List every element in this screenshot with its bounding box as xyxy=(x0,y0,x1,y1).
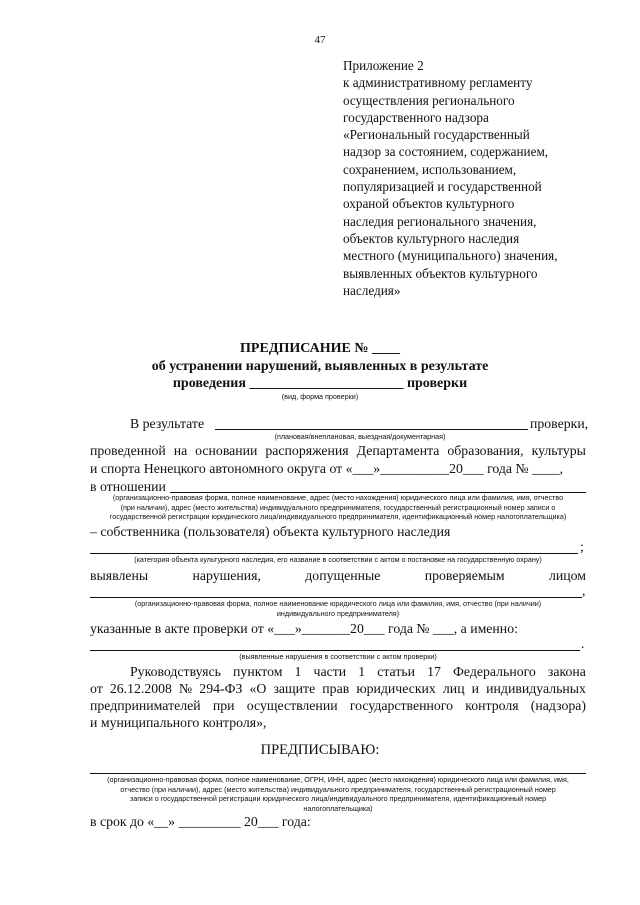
period: . xyxy=(581,636,585,651)
word: 1 xyxy=(358,664,366,679)
appendix-line: к административному регламенту xyxy=(343,75,533,91)
appendix-header xyxy=(343,57,603,299)
word: проверяемым xyxy=(424,568,505,583)
word: (надзора) xyxy=(530,698,586,713)
inspection-label: проверки, xyxy=(530,416,589,431)
word: допущенные xyxy=(305,568,381,583)
word: 294-ФЗ xyxy=(199,681,243,696)
word: прав xyxy=(322,681,350,696)
word: части xyxy=(313,664,347,679)
word: индивидуальных xyxy=(486,681,586,696)
caption-line: государственной регистрации юридического лица/индивидуального предпринимателя, идентификационный номер налогоплательщика) xyxy=(109,512,567,521)
appendix-line: выявленных объектов культурного xyxy=(343,265,538,281)
law-line-3 xyxy=(90,698,586,714)
inspection-type-blank xyxy=(215,416,528,430)
heritage-object-blank xyxy=(90,540,578,554)
caption-violations: (выявленные нарушения в соответствии с актом проверки) xyxy=(239,652,437,661)
appendix-line: Приложение 2 xyxy=(343,58,424,73)
word: на xyxy=(173,443,188,458)
word: № xyxy=(179,681,193,696)
word: защите xyxy=(273,681,316,696)
violations-line xyxy=(90,568,586,584)
word: при xyxy=(212,698,235,713)
word: образования, xyxy=(447,443,524,458)
word: 1 xyxy=(294,664,302,679)
word: статьи xyxy=(377,664,416,679)
prescribe-heading: ПРЕДПИСЫВАЮ: xyxy=(260,742,380,758)
result-label: В результате xyxy=(130,416,205,431)
word: закона xyxy=(547,664,586,679)
word: 17 xyxy=(427,664,441,679)
appendix-line: местного (муниципального) значения, xyxy=(343,248,558,264)
appendix-line: наследия» xyxy=(343,282,401,298)
word: 26.12.2008 xyxy=(109,681,172,696)
order-date-line: и спорта Ненецкого автономного округа от «___»__________20___ года № ____, xyxy=(90,461,564,476)
appendix-line: наследия регионального значения, xyxy=(343,213,537,229)
subject-label: в отношении xyxy=(90,479,166,494)
caption-line: отчество (при наличии), адрес (место жительства) индивидуального предпринимателя, государственный регистрационный номер xyxy=(120,784,556,794)
word: Федерального xyxy=(453,664,536,679)
caption-inspection-type: (плановая/внеплановая, выездная/документарная) xyxy=(274,432,446,441)
violations-list-blank xyxy=(90,637,580,651)
appendix-line: осуществления регионального xyxy=(343,92,515,108)
document-title: ПРЕДПИСАНИЕ № ____ xyxy=(240,341,400,356)
law-line-1 xyxy=(130,664,586,680)
word: контроля xyxy=(465,698,519,713)
word: лицом xyxy=(548,568,586,583)
act-line: указанные в акте проверки от «___»_______20___ года № ___, а именно: xyxy=(90,621,518,636)
caption-line: (организационно-правовая форма, полное наименование, адрес (место нахождения) юридического лица или фамилия, имя, отчество xyxy=(112,493,564,502)
appendix-line: объектов культурного наследия xyxy=(343,230,520,246)
word: проведенной xyxy=(90,443,166,458)
violator-blank xyxy=(90,584,582,598)
word: лиц xyxy=(442,681,465,696)
word: пунктом xyxy=(233,664,283,679)
word: распоряжения xyxy=(265,443,349,458)
caption-addressee xyxy=(90,775,586,813)
word: юридических xyxy=(356,681,436,696)
caption-line: налогоплательщика) xyxy=(303,803,373,813)
caption-subject xyxy=(90,493,586,522)
appendix-line: охраной объектов культурного xyxy=(343,196,515,212)
word: «О xyxy=(249,681,267,696)
appendix-line: государственного надзора xyxy=(343,109,489,125)
owner-line: – собственника (пользователя) объекта культурного наследия xyxy=(90,524,451,539)
word: осуществлении xyxy=(246,698,338,713)
word: Руководствуясь xyxy=(130,664,221,679)
appendix-line: надзор за состоянием, содержанием, xyxy=(343,144,549,160)
caption-line: (при наличии), адрес (место жительства) индивидуального предпринимателя, государственный регистрационный номер записи о xyxy=(120,502,556,512)
appendix-line: «Региональный государственный xyxy=(343,127,530,143)
word: государственного xyxy=(349,698,453,713)
word: культуры xyxy=(531,443,586,458)
word: выявлены xyxy=(90,568,149,583)
document-subtitle-inspection: проведения ______________________ проверки xyxy=(172,376,468,391)
word: Департамента xyxy=(356,443,440,458)
caption-line: записи о государственной регистрации юридического лица/индивидуального предпринимателя, идентификационный номер xyxy=(129,794,547,803)
law-line-2 xyxy=(90,681,586,697)
semicolon: ; xyxy=(580,539,584,554)
addressee-blank xyxy=(90,773,586,774)
comma: , xyxy=(582,583,586,598)
appendix-line: популяризацией и государственной xyxy=(343,179,542,195)
word: и xyxy=(471,681,480,696)
caption-inspection-kind: (вид, форма проверки) xyxy=(281,392,359,401)
caption-heritage-object: (категория объекта культурного наследия, его название в соответствии с актом о постановке на государственную охрану) xyxy=(134,555,542,564)
word: основании xyxy=(195,443,258,458)
caption-line: (организационно-правовая форма, полное наименование юридического лица или фамилия, имя, отчество (при наличии) xyxy=(134,599,542,608)
subject-blank xyxy=(170,479,586,493)
caption-violator xyxy=(90,599,586,618)
word: предпринимателей xyxy=(90,698,201,713)
word: нарушения, xyxy=(192,568,261,583)
deadline-line: в срок до «__» _________ 20___ года: xyxy=(90,814,311,829)
page-number: 47 xyxy=(314,34,326,46)
order-line xyxy=(90,443,586,459)
caption-line: индивидуального предпринимателя) xyxy=(276,608,400,618)
appendix-line: сохранением, использованием, xyxy=(343,161,517,177)
document-subtitle: об устранении нарушений, выявленных в результате xyxy=(151,359,489,374)
caption-line: (организационно-правовая форма, полное наименование, ОГРН, ИНН, адрес (место нахождения) юридического лица или фамилия, имя, xyxy=(107,775,569,784)
word: от xyxy=(90,681,103,696)
law-line-4: и муниципального контроля», xyxy=(90,715,267,730)
